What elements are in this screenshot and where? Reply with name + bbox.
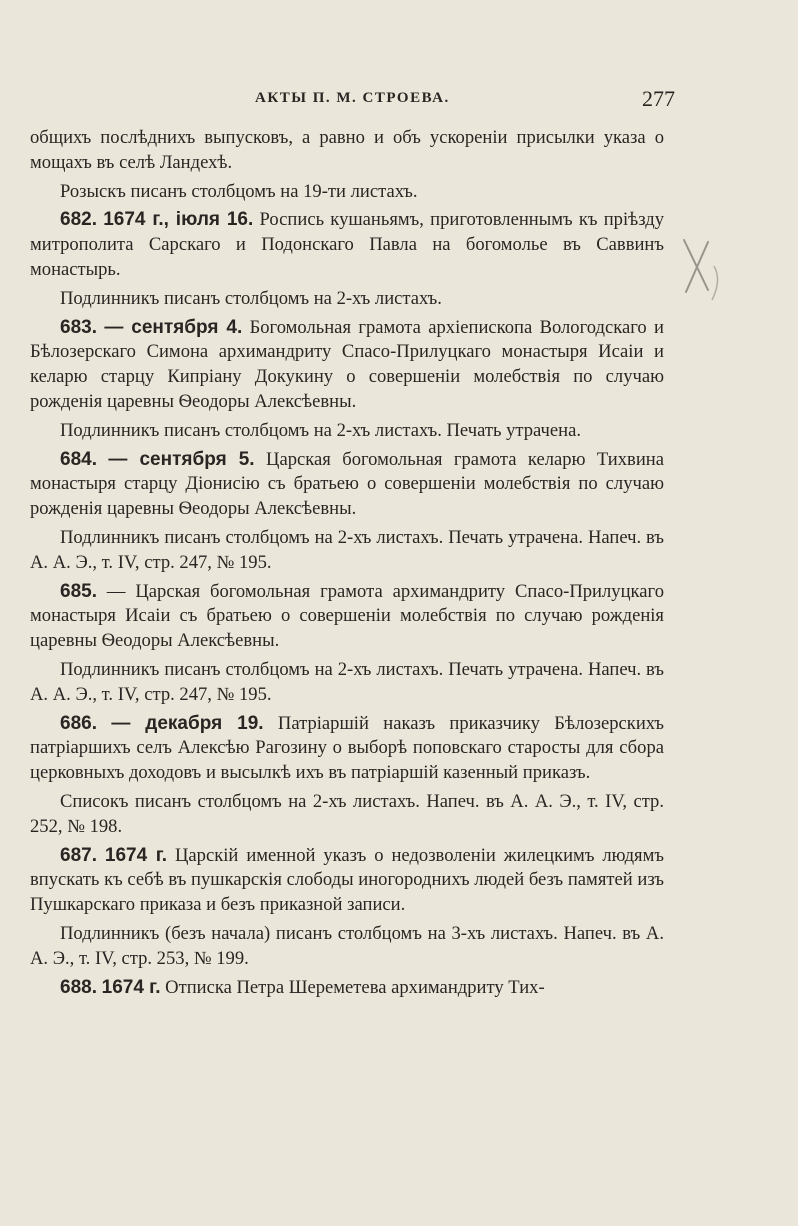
entry-683 <box>30 316 664 415</box>
source-note: Розыскъ писанъ столбцомъ на 19-ти листахъ. <box>60 180 418 202</box>
body-text <box>30 126 664 1000</box>
source-note: Подлинникъ писанъ столбцомъ на 2-хъ листахъ. Печать утрачена. Напеч. въ А. А. Э., т. IV, стр. 247, № 195. <box>30 526 664 573</box>
source-note: Подлинникъ писанъ столбцомъ на 2-хъ листахъ. Печать утрачена. Напеч. въ А. А. Э., т. IV, стр. 247, № 195. <box>30 658 664 705</box>
page-number: 277 <box>642 86 675 111</box>
entry-date: 1674 г. <box>101 976 161 998</box>
entry-date: — сентября 5. <box>108 448 255 470</box>
source-note: Подлинникъ (безъ начала) писанъ столбцомъ на 3-хъ листахъ. Напеч. въ А. А. Э., т. IV, стр. 253, № 199. <box>30 922 664 969</box>
entry-text: Патріаршій наказъ приказчику Бѣлозерскихъ патріаршихъ селъ Алексѣю Рагозину о выборѣ поповскаго старосты для сбора церковныхъ доходовъ и высылкѣ ихъ въ патріаршій казенный приказъ. <box>30 712 664 784</box>
entry-text: Богомольная грамота архіепископа Вологодскаго и Бѣлозерскаго Симона архимандриту Спасо-Прилуцкаго монастыря Исаіи и келарю старцу Кипріану Докукину о совершеніи молебствія по случаю рожденія царевны Ѳеодоры Алексѣевны. <box>30 316 664 412</box>
entry-number: 682. <box>60 209 97 231</box>
entry-number: 686. <box>60 712 97 734</box>
entry-688 <box>30 976 664 1001</box>
page-header <box>255 86 675 116</box>
source-note: Подлинникъ писанъ столбцомъ на 2-хъ листахъ. Печать утрачена. <box>60 419 582 441</box>
entry-text: Царскій именной указъ о недозволеніи жилецкимъ людямъ впускать къ себѣ въ пушкарскія слободы иногороднихъ людей безъ памятей изъ Пушкарскаго приказа и безъ приказной записи. <box>30 844 664 916</box>
running-title: АКТЫ П. М. СТРОЕВА. <box>255 90 450 106</box>
entry-number: 683. <box>60 316 97 338</box>
entry-text: — Царская богомольная грамота архимандриту Спасо-Прилуцкаго монастыря Исаіи съ братьею о совершеніи молебствія по случаю рожденія царевны Ѳеодоры Алексѣевны. <box>30 580 664 652</box>
entry-number: 687. <box>60 844 97 866</box>
entry-text: Отписка Петра Шереметева архимандриту Тих- <box>165 976 545 998</box>
entry-text: Царская богомольная грамота келарю Тихвина монастыря старцу Діонисію съ братьею о совершеніи молебствія по случаю рожденія царевны Ѳеодоры Алексѣевны. <box>30 448 664 520</box>
entry-684 <box>30 448 664 522</box>
entry-date: 1674 г., іюля 16. <box>103 209 254 231</box>
entry-date: — декабря 19. <box>111 712 264 734</box>
entry-text: Роспись кушаньямъ, приготовленнымъ къ пріѣзду митрополита Сарскаго и Подонскаго Павла на богомолье въ Саввинъ монастырь. <box>30 209 665 280</box>
paragraph-continuation: общихъ послѣднихъ выпусковъ, а равно и объ ускореніи присылки указа о мощахъ въ селѣ Ландехѣ. <box>30 127 664 173</box>
entry-date: — сентября 4. <box>104 316 243 338</box>
pencil-margin-mark-icon <box>678 236 724 306</box>
entry-682 <box>30 208 664 282</box>
entry-685 <box>30 580 664 654</box>
entry-687 <box>30 844 664 918</box>
entry-number: 684. <box>60 448 97 470</box>
entry-date: 1674 г. <box>104 844 168 866</box>
entry-number: 688. <box>60 976 97 998</box>
entry-686 <box>30 712 664 786</box>
entry-number: 685. <box>60 580 97 602</box>
source-note: Списокъ писанъ столбцомъ на 2-хъ листахъ. Напеч. въ А. А. Э., т. IV, стр. 252, № 198. <box>30 790 664 837</box>
source-note: Подлинникъ писанъ столбцомъ на 2-хъ листахъ. <box>60 287 442 309</box>
